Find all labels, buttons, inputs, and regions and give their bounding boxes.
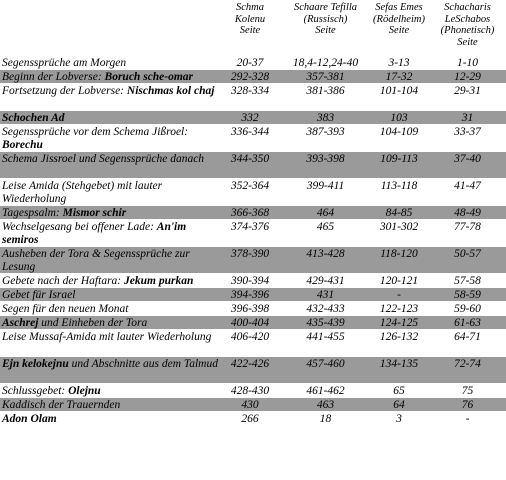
page-range-c3: 3-13 (388, 57, 410, 69)
prayer-section-label: Schema Jissroel und Segenssprüche danach (2, 153, 205, 165)
page-range-c2: 18 (319, 413, 332, 425)
prayer-section-label: Ejn kelokejnu und Abschnitte aus dem Talmud (2, 358, 218, 370)
page-range-c2: 387-393 (306, 126, 345, 138)
page-range-c2: 441-455 (306, 331, 345, 343)
table-row (0, 412, 506, 426)
header-sefas-emes: Sefas Emes (Rödelheim) Seite (373, 2, 425, 36)
prayer-section-label: Schochen Ad (2, 112, 65, 124)
page-range-c2: 381-386 (306, 85, 345, 97)
page-range-c1: 394-396 (230, 289, 270, 301)
prayer-section-label: Ausheben der Tora & Segenssprüche zur Lesung (2, 248, 190, 273)
table-row (0, 220, 506, 247)
page-range-c1: 366-368 (230, 207, 270, 219)
page-range-c1: 344-350 (230, 153, 270, 165)
page-range-c3: 122-123 (379, 303, 419, 315)
page-range-c1: 422-426 (230, 358, 270, 370)
table-row (0, 179, 506, 206)
page-range-c4: 64-71 (454, 331, 481, 343)
prayer-section-label: Segenssprüche vor dem Schema Jißroel: Borechu (2, 126, 189, 151)
page-range-c4: 33-37 (454, 126, 481, 138)
page-range-c4: 41-47 (454, 180, 481, 192)
page-range-c4: 12-29 (454, 71, 481, 83)
table-row (0, 152, 506, 179)
prayer-section-label: Beginn der Lobverse: Boruch sche-omar (2, 71, 194, 83)
prayer-section-label: Leise Amida (Stehgebet) mit lauter Wiederholung (2, 180, 163, 205)
page-range-c3: 103 (390, 112, 408, 124)
page-range-c2: 457-460 (306, 358, 345, 370)
page-range-c3: - (397, 289, 401, 301)
page-range-c1: 378-390 (230, 248, 270, 260)
page-range-c4: 37-40 (454, 153, 481, 165)
page-range-c4: 59-60 (454, 303, 481, 315)
page-range-c1: 328-334 (230, 85, 270, 97)
table-row (0, 288, 506, 302)
prayer-section-label: Tagespsalm: Mismor schir (2, 207, 127, 219)
prayer-section-label: Schlussgebet: Olejnu (2, 385, 101, 397)
page-range-c3: 134-135 (379, 358, 419, 370)
page-range-c1: 336-344 (230, 126, 270, 138)
page-range-c3: 17-32 (385, 71, 413, 83)
page-range-c1: 292-328 (230, 71, 270, 83)
prayer-section-label: Gebete nach der Haftara: Jekum purkan (2, 275, 194, 287)
page-range-c2: 18,4-12,24-40 (292, 57, 359, 69)
page-range-c1: 396-398 (230, 303, 270, 315)
table-row (0, 302, 506, 316)
prayer-section-label: Fortsetzung der Lobverse: Nischmas kol chaj (2, 85, 215, 97)
page-range-c3: 301-302 (379, 221, 419, 233)
page-range-c2: 463 (316, 399, 335, 411)
page-range-c1: 430 (241, 399, 259, 411)
page-range-c1: 374-376 (230, 221, 270, 233)
table-row (0, 70, 506, 84)
table-row (0, 206, 506, 220)
page-range-c3: 120-121 (379, 275, 419, 287)
page-range-c2: 413-428 (306, 248, 345, 260)
prayer-section-label: Adon Olam (2, 413, 57, 425)
table-row (0, 330, 506, 357)
page-range-c1: 332 (241, 112, 259, 124)
page-range-c2: 432-433 (306, 303, 345, 315)
page-range-c4: 29-31 (454, 85, 481, 97)
header-schma-kolenu: Schma Kolenu Seite (234, 2, 266, 36)
page-range-c2: 393-398 (306, 153, 345, 165)
page-range-c2: 399-411 (306, 180, 345, 192)
page-range-c3: 124-125 (379, 317, 419, 329)
page-range-c4: 1-10 (456, 57, 479, 69)
page-range-c1: 352-364 (230, 180, 270, 192)
page-range-c1: 400-404 (230, 317, 270, 329)
page-range-c1: 406-420 (230, 331, 270, 343)
table-row (0, 398, 506, 412)
page-range-c1: 428-430 (230, 385, 270, 397)
table-row (0, 56, 506, 70)
header-schaare-tefilla: Schaare Tefilla (Russisch) Seite (293, 2, 358, 36)
page-range-c4: 75 (461, 385, 474, 397)
table-row (0, 247, 506, 274)
table-row (0, 111, 506, 125)
page-range-c4: 77-78 (454, 221, 481, 233)
page-range-c2: 383 (316, 112, 335, 124)
table-row (0, 125, 506, 152)
page-range-c3: 113-118 (380, 180, 418, 192)
page-range-c2: 465 (316, 221, 335, 233)
table-row (0, 357, 506, 384)
page-range-c2: 429-431 (306, 275, 345, 287)
page-range-c2: 357-381 (306, 71, 345, 83)
page-range-c3: 118-120 (380, 248, 418, 260)
prayer-section-label: Kaddisch der Trauernden (2, 399, 121, 411)
prayer-section-label: Wechselgesang bei offener Lade: An'im semiros (2, 221, 187, 246)
page-range-c3: 109-113 (380, 153, 418, 165)
page-range-c2: 435-439 (306, 317, 345, 329)
page-range-c1: 390-394 (230, 275, 270, 287)
header-schacharis-leschabos: Schacharis LeSchabos (Phonetisch) Seite (440, 2, 495, 48)
page-range-c3: 84-85 (385, 207, 413, 219)
page-range-c4: 72-74 (454, 358, 481, 370)
page-range-c2: 431 (316, 289, 335, 301)
page-range-c4: - (465, 413, 470, 425)
table-body (0, 56, 506, 426)
prayer-section-label: Segenssprüche am Morgen (2, 57, 127, 69)
page-range-c1: 20-37 (236, 57, 264, 69)
table-row (0, 384, 506, 398)
prayer-section-label: Segen für den neuen Monat (2, 303, 129, 315)
table-row (0, 84, 506, 111)
page-range-c4: 48-49 (454, 207, 481, 219)
table-row (0, 316, 506, 330)
page-range-c3: 65 (393, 385, 405, 397)
page-range-c1: 266 (241, 413, 259, 425)
page-range-c4: 50-57 (454, 248, 481, 260)
page-range-c4: 31 (461, 112, 474, 124)
prayer-section-label: Gebet für Israel (2, 289, 76, 301)
prayer-section-label: Aschrej und Einheben der Tora (2, 317, 148, 329)
page-range-c4: 76 (461, 399, 474, 411)
page-range-c3: 101-104 (379, 85, 419, 97)
table-row (0, 274, 506, 288)
page-range-c2: 461-462 (306, 385, 345, 397)
page-range-c4: 57-58 (454, 275, 481, 287)
table-header (0, 0, 506, 56)
page-range-c4: 58-59 (454, 289, 481, 301)
page-range-c2: 464 (316, 207, 335, 219)
prayer-section-label: Leise Mussaf-Amida mit lauter Wiederholung (2, 331, 212, 343)
page-range-c4: 61-63 (454, 317, 481, 329)
page-range-c3: 64 (393, 399, 405, 411)
page-range-c3: 126-132 (379, 331, 419, 343)
page-range-c3: 3 (396, 413, 402, 425)
page-range-c3: 104-109 (379, 126, 419, 138)
